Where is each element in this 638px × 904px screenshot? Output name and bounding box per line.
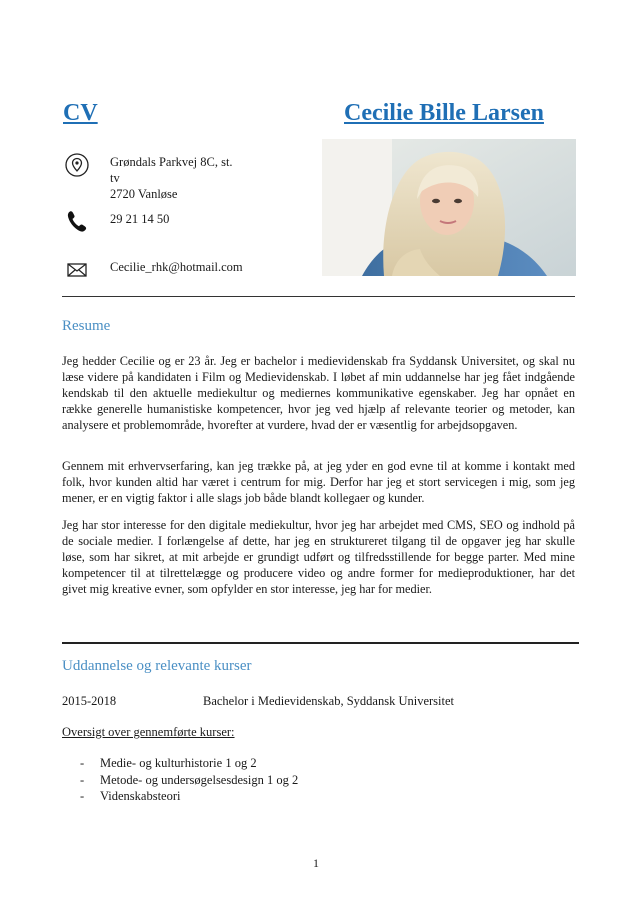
course-name: Medie- og kulturhistorie 1 og 2: [100, 756, 257, 770]
courses-list: [80, 755, 298, 805]
section-divider: [62, 642, 579, 644]
list-item: - Medie- og kulturhistorie 1 og 2: [80, 756, 257, 770]
address-line-3: 2720 Vanløse: [110, 187, 178, 201]
list-item: - Metode- og undersøgelsesdesign 1 og 2: [80, 772, 299, 787]
email-link[interactable]: Cecilie_rhk@hotmail.com: [110, 260, 243, 274]
education-title: Uddannelse og relevante kurser: [62, 658, 252, 674]
phone-icon: [64, 208, 90, 234]
resume-paragraph-3: Jeg har stor interesse for den digitale mediekultur, hvor jeg har arbejdet med CMS, SEO og indhold på de sociale medier. I forlængelse af dette, har jeg en struktureret tilgang til de opgaver jeg har skulle løse, som har sikret, at mit arbejde er grundigt udført og tilfredsstillende for begge parter. Med mine kompetencer til at tilrettelægge og producere video og andre former for medieproduktioner, har det givet mig kreative evner, som opfylder en stor interesse, jeg har for medier.: [62, 518, 575, 596]
address-line-1: Grøndals Parkvej 8C, st.: [110, 155, 233, 169]
education-period: 2015-2018: [62, 694, 117, 708]
address-line-2: tv: [110, 171, 120, 185]
resume-paragraph-1: Jeg hedder Cecilie og er 23 år. Jeg er bachelor i medievidenskab fra Syddansk Universitet, og skal nu læse videre på kandidaten i Film og Medievidenskab. I løbet af min uddannelse har jeg fået indgående kendskab til den aktuelle mediekultur og mediernes kommunikative egenskaber. Jeg har opnået en række generelle humanistiske kompetencer, hvor jeg ved hjælp af relevante teorier og metoder, kan analysere et problemområde, hvorefter at vurdere, hvad der er væsentlig for arbejdsopgaven.: [62, 354, 575, 432]
location-pin-icon: [64, 152, 90, 178]
list-item: - Videnskabsteori: [80, 789, 181, 803]
envelope-icon: [64, 257, 90, 283]
course-name: Videnskabsteori: [100, 789, 181, 803]
address-block: [110, 154, 233, 202]
profile-photo: [322, 139, 576, 276]
resume-paragraph-2: Gennem mit erhvervserfaring, kan jeg trække på, at jeg yder en god evne til at komme i kontakt med folk, hvor kunden altid har været i centrum for mig. Derfor har jeg et stort servicegen i mig, som jeg mener, er en vigtig faktor i alle slags job både blandt kollegaer og kunder.: [62, 459, 575, 505]
course-name: Metode- og undersøgelsesdesign 1 og 2: [100, 772, 299, 787]
phone-number: 29 21 14 50: [110, 212, 170, 226]
person-name: Cecilie Bille Larsen: [344, 100, 544, 126]
page-number: 1: [313, 856, 319, 870]
education-degree: Bachelor i Medievidenskab, Syddansk Universitet: [203, 694, 454, 708]
header-divider: [62, 296, 575, 297]
courses-heading: Oversigt over gennemførte kurser:: [62, 725, 235, 739]
cv-heading: CV: [63, 100, 98, 126]
resume-title: Resume: [62, 318, 111, 334]
